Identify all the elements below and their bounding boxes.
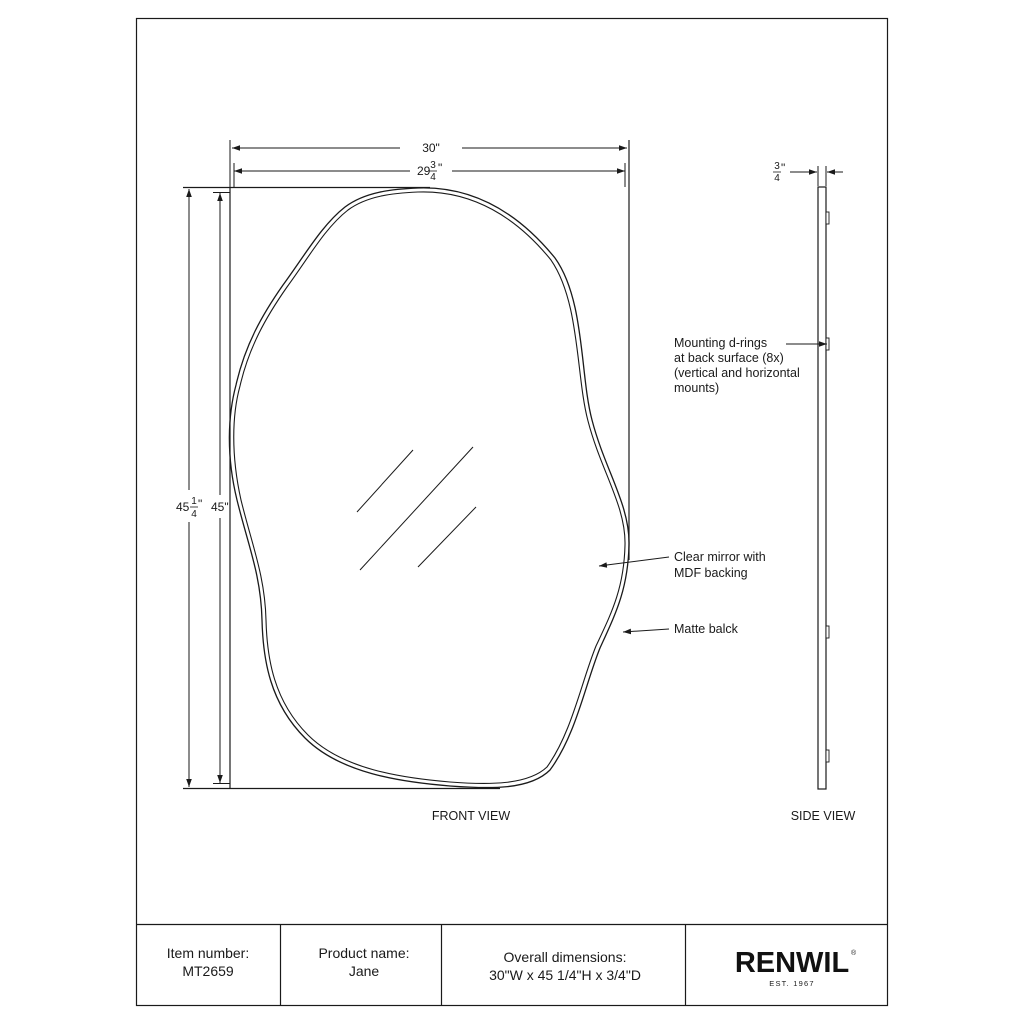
side-view-label: SIDE VIEW xyxy=(790,809,856,823)
product-name-label: Product name: xyxy=(318,945,410,961)
dim-width-inner-numerator: 3 xyxy=(430,160,436,171)
dim-width-inner-label xyxy=(417,160,442,183)
dim-width-inner-whole: 29 xyxy=(417,164,431,178)
side-view xyxy=(773,161,855,823)
reflection-line-1 xyxy=(357,450,413,512)
dim-depth-unit: " xyxy=(781,161,786,175)
dim-height-outer-numerator: 1 xyxy=(191,496,197,507)
side-profile xyxy=(818,187,826,789)
dim-height-outer-unit: " xyxy=(198,497,203,511)
callout-d-rings xyxy=(674,336,827,395)
dim-width-outer-label: 30" xyxy=(422,141,440,155)
callout-mirror-line-2: MDF backing xyxy=(674,566,748,580)
callout-d-rings-line-3: (vertical and horizontal xyxy=(674,366,800,380)
reflection-line-2 xyxy=(360,447,473,570)
d-ring-bracket-4 xyxy=(826,750,829,762)
front-view-label: FRONT VIEW xyxy=(431,809,511,823)
dim-height-outer-denominator: 4 xyxy=(191,509,197,520)
reflection-line-3 xyxy=(418,507,476,567)
mirror-outline-outer xyxy=(229,188,629,788)
product-name-value: Jane xyxy=(348,963,380,979)
callout-finish-label: Matte balck xyxy=(674,622,738,636)
d-ring-bracket-3 xyxy=(826,626,829,638)
callout-mirror-line-1: Clear mirror with xyxy=(674,550,766,564)
dim-height-inner-label: 45" xyxy=(211,500,229,514)
brand-registered-mark: ® xyxy=(851,950,857,957)
callout-finish xyxy=(623,622,739,636)
dim-width-inner-unit: " xyxy=(438,161,443,175)
callout-mirror-leader xyxy=(599,557,669,566)
dim-height-outer-label xyxy=(176,496,202,520)
dim-depth-denominator: 4 xyxy=(774,173,780,184)
callout-d-rings-line-4: mounts) xyxy=(674,381,720,395)
overall-dimensions-value: 30"W x 45 1/4"H x 3/4"D xyxy=(489,967,641,983)
d-ring-bracket-1 xyxy=(826,212,829,224)
title-block xyxy=(167,945,857,988)
dim-width-inner-denominator: 4 xyxy=(430,172,436,183)
dim-depth-label xyxy=(773,161,785,184)
item-number-value: MT2659 xyxy=(182,963,234,979)
renwil-logo xyxy=(735,947,857,988)
item-number-label: Item number: xyxy=(166,945,250,961)
brand-wordmark: RENWIL xyxy=(734,947,850,979)
callout-finish-leader xyxy=(623,629,669,632)
callout-d-rings-line-2: at back surface (8x) xyxy=(674,351,784,365)
callout-d-rings-line-1: Mounting d-rings xyxy=(674,336,768,350)
brand-established: EST. 1967 xyxy=(769,979,815,988)
dim-depth-numerator: 3 xyxy=(774,161,780,172)
overall-dimensions-label: Overall dimensions: xyxy=(503,949,627,965)
front-view xyxy=(176,140,629,823)
dim-height-outer-whole: 45 xyxy=(176,500,190,514)
